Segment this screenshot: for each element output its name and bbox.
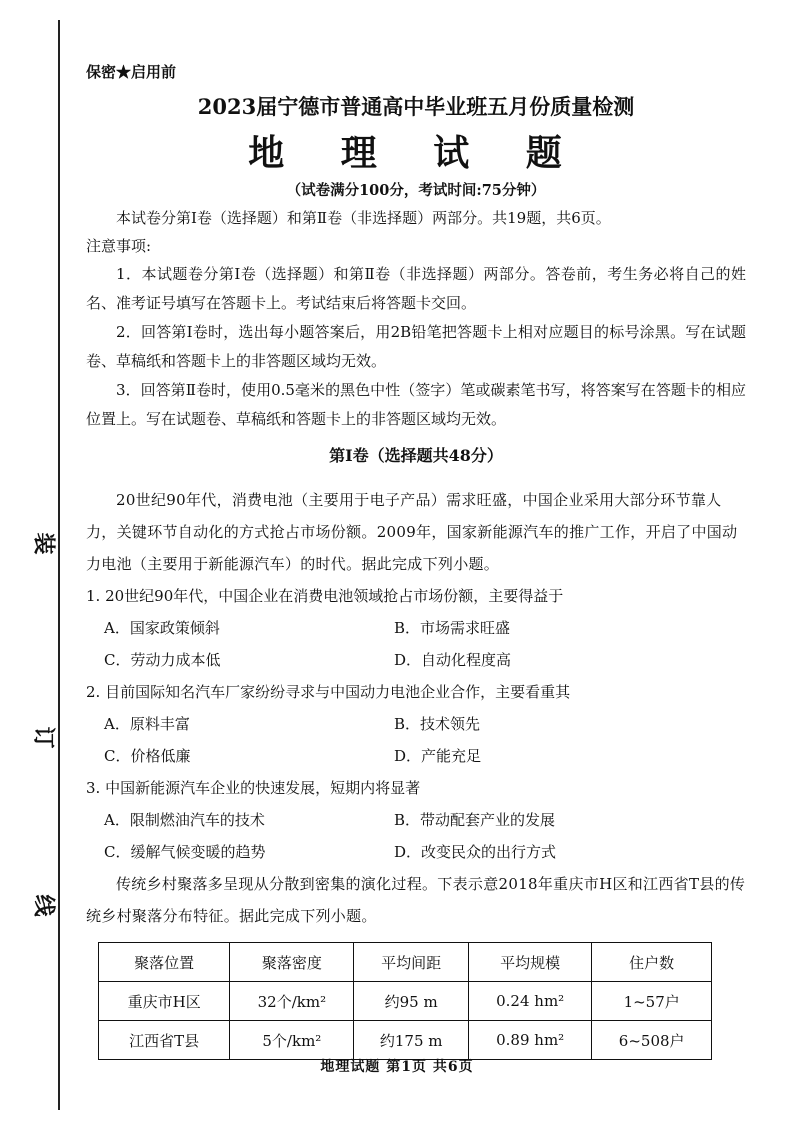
table-header-cell: 聚落位置 — [99, 943, 230, 982]
notes-heading: 注意事项: — [86, 237, 152, 255]
table-header-cell: 住户数 — [592, 943, 712, 982]
note-item: 1．本试题卷分第Ⅰ卷（选择题）和第Ⅱ卷（非选择题）两部分。答卷前，考生务必将自己的姓名、准考证号填写在答题卡上。考试结束后将答题卡交回。 — [86, 265, 746, 312]
table-cell: 0.24 hm² — [468, 982, 591, 1021]
exam-page — [86, 60, 746, 1060]
material-paragraph: 传统乡村聚落多呈现从分散到密集的演化过程。下表示意2018年重庆市H区和江西省T县的传统乡村聚落分布特征。据此完成下列小题。 — [86, 875, 746, 925]
option-d[interactable]: D．产能充足 — [394, 747, 482, 765]
settlement-table — [98, 942, 712, 1060]
option-c[interactable]: C．价格低廉 — [104, 747, 191, 765]
table-cell: 约95 m — [354, 982, 469, 1021]
table-cell: 1~57户 — [592, 982, 712, 1021]
option-c[interactable]: C．缓解气候变暖的趋势 — [104, 843, 266, 861]
question-options — [104, 612, 746, 676]
page-footer: 地理试题 第1页 共6页 — [320, 1059, 474, 1075]
question-stem: 2. 目前国际知名汽车厂家纷纷寻求与中国动力电池企业合作，主要看重其 — [86, 683, 571, 701]
question-stem: 3. 中国新能源汽车企业的快速发展，短期内将显著 — [86, 779, 421, 797]
binding-mark-ding: 订 — [30, 726, 57, 749]
table-header-cell: 聚落密度 — [230, 943, 354, 982]
exam-info: （试卷满分100分，考试时间:75分钟） — [286, 182, 546, 199]
option-d[interactable]: D．改变民众的出行方式 — [394, 843, 557, 861]
material-paragraph: 20世纪90年代，消费电池（主要用于电子产品）需求旺盛，中国企业采用大部分环节靠人力，关键环节自动化的方式抢占市场份额。2009年，国家新能源汽车的推广工作，开启了中国动力电池（主要用于新能源汽车）的时代。据此完成下列小题。 — [86, 491, 738, 573]
exam-title: 2023届宁德市普通高中毕业班五月份质量检测 — [197, 94, 635, 119]
question-stem: 1. 20世纪90年代，中国企业在消费电池领域抢占市场份额，主要得益于 — [86, 587, 564, 605]
option-a[interactable]: A．限制燃油汽车的技术 — [104, 811, 265, 829]
note-item: 3．回答第Ⅱ卷时，使用0.5毫米的黑色中性（签字）笔或碳素笔书写，将答案写在答题卡的相应位置上。写在试题卷、草稿纸和答题卡上的非答题区域均无效。 — [86, 381, 746, 428]
table-cell: 约175 m — [354, 1021, 469, 1060]
question-options — [104, 804, 746, 868]
secret-label: 保密★启用前 — [86, 63, 177, 81]
subject-title: 地 理 试 题 — [248, 132, 584, 174]
section-title: 第Ⅰ卷（选择题共48分） — [329, 446, 503, 465]
option-b[interactable]: B．技术领先 — [394, 715, 481, 733]
binding-mark-zhuang: 装 — [30, 532, 57, 555]
table-header-cell: 平均规模 — [468, 943, 591, 982]
binding-mark-xian: 线 — [30, 894, 57, 917]
option-d[interactable]: D．自动化程度高 — [394, 651, 512, 669]
table-cell: 5个/km² — [230, 1021, 354, 1060]
table-header-row — [99, 943, 712, 982]
table-row — [99, 982, 712, 1021]
table-cell: 0.89 hm² — [468, 1021, 591, 1060]
binding-line — [58, 20, 60, 1110]
option-c[interactable]: C．劳动力成本低 — [104, 651, 221, 669]
option-a[interactable]: A．国家政策倾斜 — [104, 619, 220, 637]
option-b[interactable]: B．带动配套产业的发展 — [394, 811, 556, 829]
intro-text: 本试卷分第Ⅰ卷（选择题）和第Ⅱ卷（非选择题）两部分。共19题，共6页。 — [116, 209, 611, 227]
table-cell: 江西省T县 — [99, 1021, 230, 1060]
option-a[interactable]: A．原料丰富 — [104, 715, 190, 733]
question-options — [104, 708, 746, 772]
table-cell: 6~508户 — [592, 1021, 712, 1060]
table-row — [99, 1021, 712, 1060]
table-header-cell: 平均间距 — [354, 943, 469, 982]
note-item: 2．回答第Ⅰ卷时，选出每小题答案后，用2B铅笔把答题卡上相对应题目的标号涂黑。写在试题卷、草稿纸和答题卡上的非答题区域均无效。 — [86, 323, 746, 370]
option-b[interactable]: B．市场需求旺盛 — [394, 619, 511, 637]
table-cell: 32个/km² — [230, 982, 354, 1021]
table-cell: 重庆市H区 — [99, 982, 230, 1021]
